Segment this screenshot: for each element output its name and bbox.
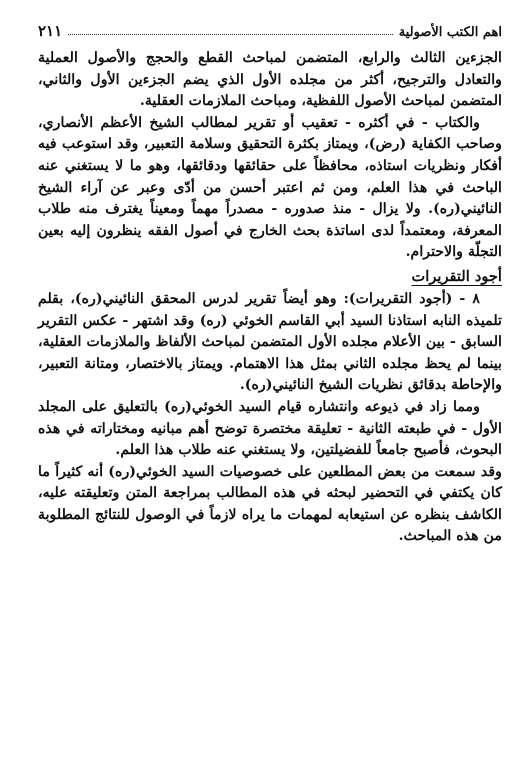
paragraph-ajwad-anecdote: وقد سمعت من بعض المطلعين على خصوصيات السيد الخوئي(ره) أنه كثيراً ما كان يكتفي في التحضير لبحثه في هذه المطالب بمراجعة المتن وتعليقته عليه، الكاشف بنظره عن استيعابه لمهمات ما يراه لازماً في الوصول للنتائج المطلوبة من هذه المباحث. bbox=[38, 463, 502, 545]
paragraph-ajwad-spread: ومما زاد في ذيوعه وانتشاره قيام السيد الخوئي(ره) بالتعليق على المجلد الأول - في طبعته الثانية - تعليقة مختصرة توضح أهم مبانيه ومختاراته في هذه البحوث، فأصبح جامعاً للفضيلتين، ولا يستغني عنه طلاب هذا العلم. bbox=[38, 398, 502, 459]
paragraph-book-assessment: والكتاب - في أكثره - تعقيب أو تقرير لمطالب الشيخ الأعظم الأنصاري، وصاحب الكفاية (رض)، ويمتاز بكثرة التحقيق وسلامة التعبير، وقد استوعب فيه أفكار ونظريات استاذه، محافظاً على حقائقها ودقائقها، وهو ما لا يستغني عنه الباحث في هذا العلم، ومن ثم اعتبر أحسن من أدّى وعبر عن آراء الشيخ النائيني(ره). ولا يزال - منذ صدوره - مصدراً مهماً ومعيناً يغترف منه طلاب المعرفة، ومعتمداً لدى اساتذة بحث الخارج في أصول الفقه ينظرون إليه بعين التجلّة والاحترام. bbox=[38, 114, 502, 261]
section-heading: أجود التقريرات bbox=[411, 267, 502, 285]
running-head bbox=[38, 18, 502, 40]
running-head-title: اهم الكتب الأصولية bbox=[398, 25, 502, 40]
page-body bbox=[38, 48, 502, 548]
paragraph-continuation: الجزءين الثالث والرابع، المتضمن لمباحث القطع والحجج والأصول العملية والتعادل والترجيح، أكثر من مجلده الأول الذي يضم الجزءين الأول والثاني، المتضمن لمباحث الأصول اللفظية، ومباحث الملازمات العقلية. bbox=[38, 50, 502, 110]
book-page bbox=[38, 18, 502, 548]
leader-dots bbox=[68, 33, 393, 35]
page-number: ٢١١ bbox=[38, 22, 63, 40]
paragraph-ajwad-intro: ٨ - (أجود التقريرات): وهو أيضاً تقرير لدرس المحقق النائيني(ره)، بقلم تلميذه النابه استاذنا السيد أبي القاسم الخوئي (ره) وقد اشتهر - عكس التقرير السابق - بين الأعلام مجلده الأول المتضمن لمباحث الألفاظ والملازمات العقلية، بينما لم يحظ مجلده الثاني بمثل هذا الاهتمام. ويمتاز بالاختصار، ومتانة التعبير، والإحاطة بدقائق نظريات الشيخ النائيني(ره). bbox=[38, 290, 502, 394]
